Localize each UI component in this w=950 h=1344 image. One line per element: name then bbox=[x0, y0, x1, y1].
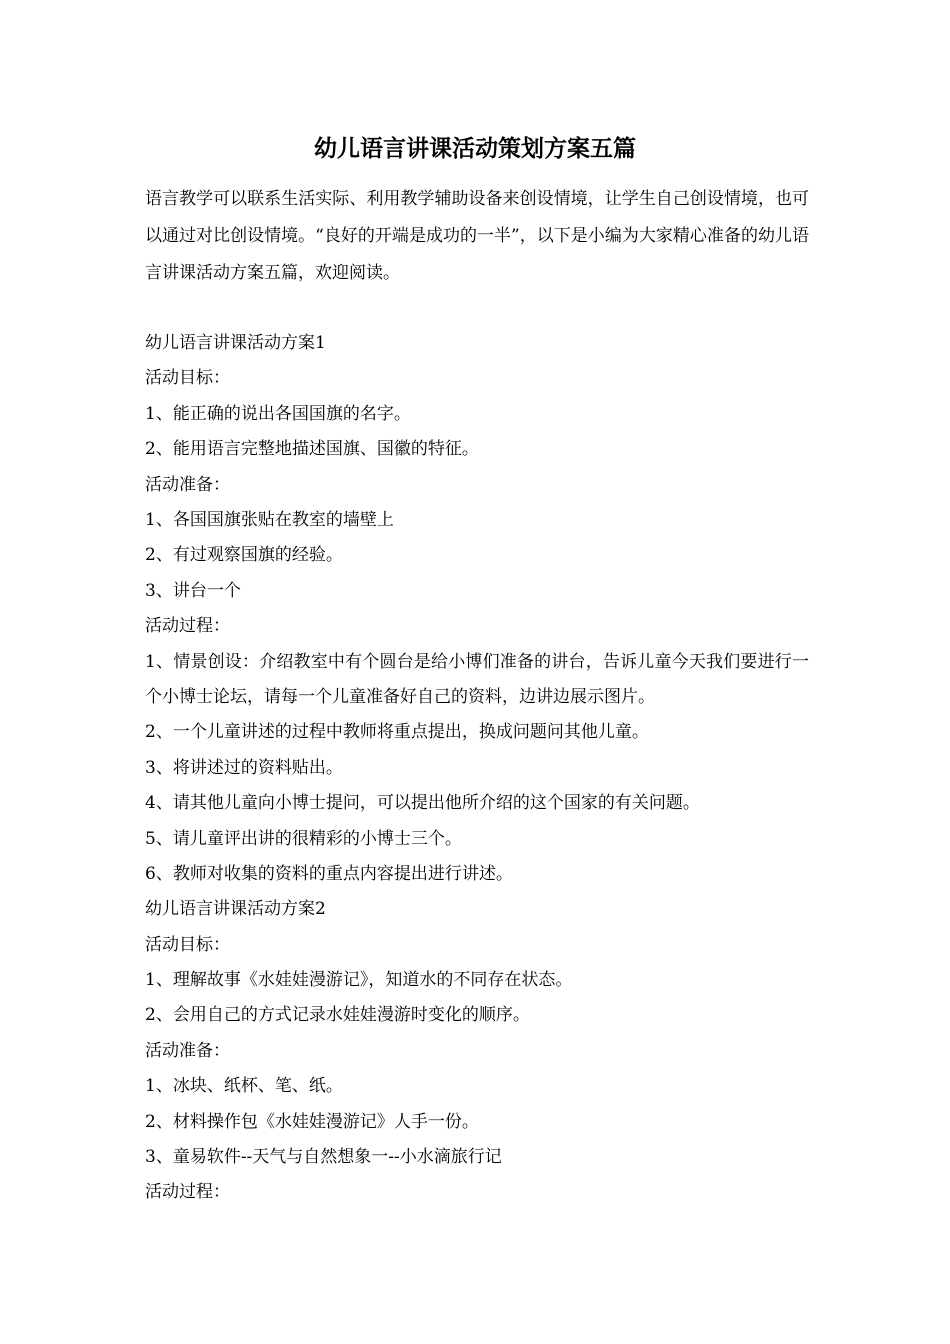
list-item: 1、各国国旗张贴在教室的墙壁上 bbox=[145, 509, 394, 530]
section-heading: 幼儿语言讲课活动方案1 bbox=[145, 333, 326, 353]
list-item: 1、理解故事《水娃娃漫游记》，知道水的不同存在状态。 bbox=[145, 970, 573, 991]
subheading: 活动过程： bbox=[145, 616, 230, 637]
list-item: 2、会用自己的方式记录水娃娃漫游时变化的顺序。 bbox=[145, 1005, 530, 1026]
intro-paragraph: 语言教学可以联系生活实际、利用教学辅助设备来创设情境，让学生自己创设情境，也可以通过对比创设情境。“良好的开端是成功的一半”，以下是小编为大家精心准备的幼儿语言讲课活动方案五篇，欢迎阅读。 bbox=[145, 189, 809, 283]
list-item: 5、请儿童评出讲的很精彩的小博士三个。 bbox=[145, 828, 462, 849]
list-item: 2、材料操作包《水娃娃漫游记》人手一份。 bbox=[145, 1111, 479, 1132]
list-item: 1、冰块、纸杯、笔、纸。 bbox=[145, 1076, 343, 1097]
list-item: 3、讲台一个 bbox=[145, 580, 241, 601]
list-item: 1、能正确的说出各国国旗的名字。 bbox=[145, 403, 411, 424]
document-body bbox=[145, 326, 809, 1211]
section-heading: 幼儿语言讲课活动方案2 bbox=[145, 899, 326, 920]
subheading: 活动准备： bbox=[145, 1040, 230, 1061]
document-title: 幼儿语言讲课活动策划方案五篇 bbox=[314, 135, 636, 162]
list-item: 2、有过观察国旗的经验。 bbox=[145, 545, 343, 566]
subheading: 活动目标： bbox=[145, 934, 230, 955]
subheading: 活动过程： bbox=[145, 1182, 230, 1203]
list-item: 6、教师对收集的资料的重点内容提出进行讲述。 bbox=[145, 863, 513, 884]
subheading: 活动目标： bbox=[145, 368, 230, 389]
subheading: 活动准备： bbox=[145, 474, 230, 495]
list-item: 3、将讲述过的资料贴出。 bbox=[145, 757, 343, 778]
list-item: 3、童易软件--天气与自然想象一--小水滴旅行记 bbox=[145, 1147, 502, 1168]
list-item: 1、情景创设：介绍教室中有个圆台是给小博们准备的讲台，告诉儿童今天我们要进行一个小博士论坛，请每一个儿童准备好自己的资料，边讲边展示图片。 bbox=[145, 651, 809, 707]
list-item: 4、请其他儿童向小博士提问，可以提出他所介绍的这个国家的有关问题。 bbox=[145, 793, 700, 814]
list-item: 2、一个儿童讲述的过程中教师将重点提出，换成问题问其他儿童。 bbox=[145, 722, 649, 743]
list-item: 2、能用语言完整地描述国旗、国徽的特征。 bbox=[145, 439, 479, 460]
